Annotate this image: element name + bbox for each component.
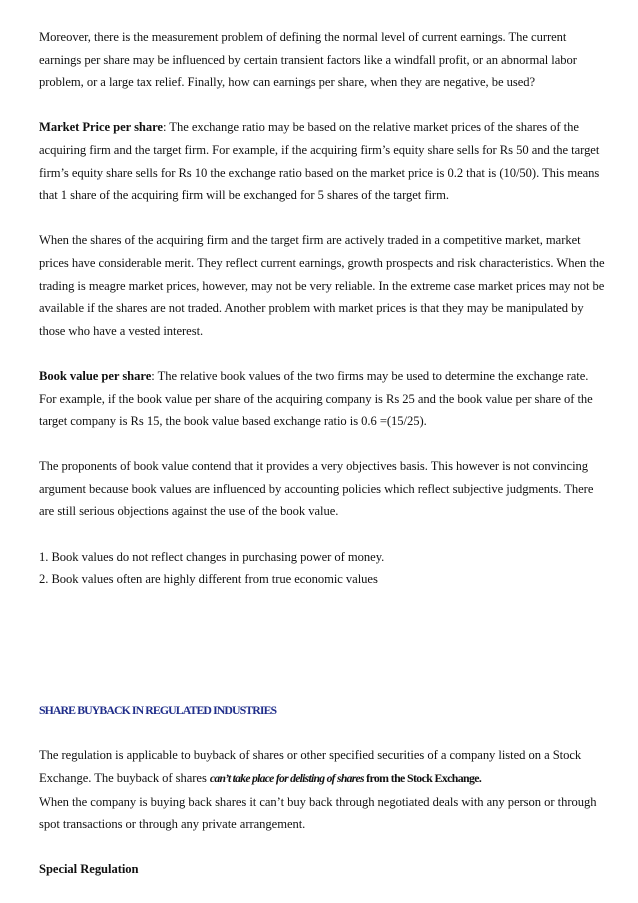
list-item: 2. Book values often are highly different from true economic values xyxy=(39,572,378,587)
share-buyback-heading: SHARE BUYBACK IN REGULATED INDUSTRIES xyxy=(39,702,277,717)
market-price-text: : The exchange ratio may be based on the relative market prices of the shares of the acquiring firm and the target firm. For example, if the acquiring firm’s equity share sells for Rs 50 and the target firm’s equity share sells for Rs 10 the exchange ratio based on the market price is 0.2 that is (10/50). This means that 1 share of the acquiring firm will be exchanged for 5 shares of the target firm. xyxy=(39,120,600,203)
section-spacer xyxy=(39,591,605,699)
book-value-objections-paragraph: The proponents of book value contend that it provides a very objectives basis. This however is not convincing argument because book values are influenced by accounting policies which reflect subjective judgments. There are still serious objections against the use of the book value. xyxy=(39,459,594,519)
paragraph-spacer xyxy=(39,523,605,546)
book-value-paragraph xyxy=(39,365,605,433)
document-page xyxy=(39,26,605,881)
buyback-regulation-paragraph xyxy=(39,744,605,790)
paragraph-spacer xyxy=(39,836,605,859)
market-price-label: Market Price per share xyxy=(39,120,163,135)
buyback-method-paragraph: When the company is buying back shares it can’t buy back through negotiated deals with any person or through spot transactions or through any private arrangement. xyxy=(39,794,597,832)
paragraph-spacer xyxy=(39,207,605,230)
paragraph-spacer xyxy=(39,433,605,456)
special-regulation-label: Special Regulation xyxy=(39,862,139,877)
special-regulation-subheading xyxy=(39,858,605,881)
list-item: 1. Book values do not reflect changes in purchasing power of money. xyxy=(39,549,385,564)
market-price-merit-paragraph: When the shares of the acquiring firm and the target firm are actively traded in a competitive market, market prices have considerable merit. They reflect current earnings, growth prospects and risk characteristics. When the trading is meagre market prices, however, may not be very reliable. In the extreme case market prices may not be available if the shares are not traded. Another problem with market prices is that they may be manipulated by those who have a vested interest. xyxy=(39,233,605,338)
stock-exchange-emphasis: from the Stock Exchange. xyxy=(363,771,482,786)
earnings-measurement-paragraph: Moreover, there is the measurement problem of defining the normal level of current earnings. The current earnings per share may be influenced by certain transient factors like a windfall profit, or an abnormal labor problem, or a large tax relief. Finally, how can earnings per share, when they are negative, be used? xyxy=(39,30,577,90)
paragraph-spacer xyxy=(39,721,605,744)
delisting-emphasis: can’t take place for delisting of shares xyxy=(209,772,364,786)
market-price-paragraph xyxy=(39,116,605,206)
book-value-text: : The relative book values of the two firms may be used to determine the exchange rate. For example, if the book value per share of the acquiring company is Rs 25 and the book value per share of the target company is Rs 15, the book value based exchange ratio is 0.6 =(15/25). xyxy=(39,368,593,429)
book-value-label: Book value per share xyxy=(39,368,152,383)
paragraph-spacer xyxy=(39,94,605,117)
buyback-regulation-text: The regulation is applicable to buyback of shares or other specified securities of a company listed on a Stock Exchange. The buyback of shares xyxy=(39,748,582,786)
section-heading xyxy=(39,699,605,722)
paragraph-spacer xyxy=(39,342,605,365)
